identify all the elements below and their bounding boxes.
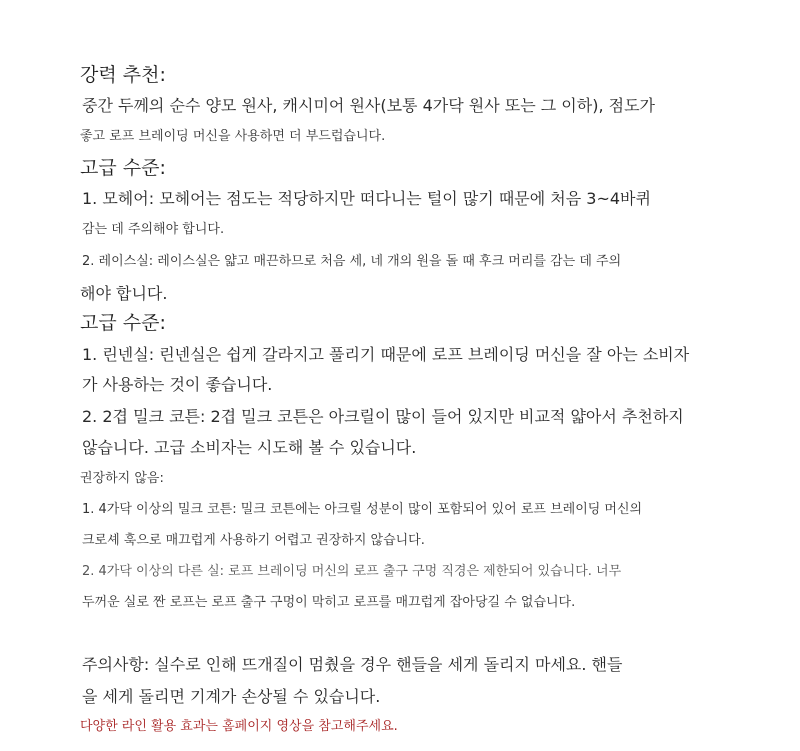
linen-text-line-2: 가 사용하는 것이 좋습니다. (82, 375, 273, 394)
heading-strongly-recommended: 강력 추천: (80, 64, 166, 86)
heading-advanced-level-1: 고급 수준: (80, 157, 166, 179)
mohair-text-line-1: 1. 모헤어: 모헤어는 점도는 적당하지만 떠다니는 털이 많기 때문에 처음 3~4바퀴 (82, 189, 651, 208)
linen-text-line-1: 1. 린넨실: 린넨실은 쉽게 갈라지고 풀리기 때문에 로프 브레이딩 머신을 잘 아는 소비자 (82, 345, 690, 364)
milk-cotton-2ply-text-line-1: 2. 2겹 밀크 코튼: 2겹 밀크 코튼은 아크릴이 많이 들어 있지만 비교적 얇아서 추천하지 (82, 407, 684, 426)
other-yarn-text-line-1: 2. 4가닥 이상의 다른 실: 로프 브레이딩 머신의 로프 출구 구멍 직경은 제한되어 있습니다. 너무 (82, 564, 622, 579)
caution-text-line-2: 을 세게 돌리면 기계가 손상될 수 있습니다. (82, 687, 381, 706)
lace-yarn-text-line-2: 해야 합니다. (80, 284, 168, 303)
other-yarn-text-line-2: 두꺼운 실로 짠 로프는 로프 출구 구멍이 막히고 로프를 매끄럽게 잡아당길 수 없습니다. (82, 595, 576, 610)
milk-cotton-2ply-text-line-2: 않습니다. 고급 소비자는 시도해 볼 수 있습니다. (82, 438, 417, 457)
caution-text-line-1: 주의사항: 실수로 인해 뜨개질이 멈췄을 경우 핸들을 세게 돌리지 마세요. 핸들 (82, 655, 623, 674)
recommended-text-line-2: 좋고 로프 브레이딩 머신을 사용하면 더 부드럽습니다. (80, 129, 386, 144)
milk-cotton-4ply-text-line-1: 1. 4가닥 이상의 밀크 코튼: 밀크 코튼에는 아크릴 성분이 많이 포함되어 있어 로프 브레이딩 머신의 (82, 502, 643, 517)
recommended-text-line-1: 중간 두께의 순수 양모 원사, 캐시미어 원사(보통 4가닥 원사 또는 그 이하), 점도가 (82, 96, 656, 115)
heading-advanced-level-2: 고급 수준: (80, 312, 166, 334)
mohair-text-line-2: 감는 데 주의해야 합니다. (82, 222, 225, 237)
video-reference-note: 다양한 라인 활용 효과는 홈페이지 영상을 참고해주세요. (80, 719, 398, 734)
milk-cotton-4ply-text-line-2: 크로셰 훅으로 매끄럽게 사용하기 어렵고 권장하지 않습니다. (82, 533, 425, 548)
heading-not-recommended: 권장하지 않음: (80, 471, 164, 486)
lace-yarn-text-line-1: 2. 레이스실: 레이스실은 얇고 매끈하므로 처음 세, 네 개의 원을 돌 때 후크 머리를 감는 데 주의 (82, 254, 622, 269)
